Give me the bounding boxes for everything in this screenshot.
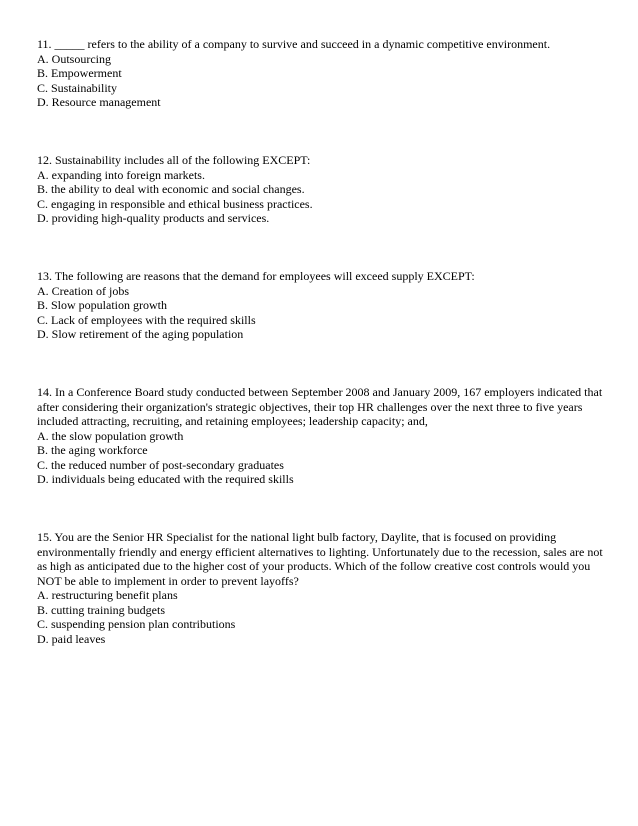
answer-option-c: C. Lack of employees with the required skills [37, 312, 256, 327]
answer-option-c: C. suspending pension plan contributions [37, 617, 236, 631]
answer-option-a: A. Creation of jobs [37, 283, 129, 298]
answer-option-d: D. Slow retirement of the aging population [37, 327, 244, 341]
answer-option-d: D. providing high-quality products and services. [37, 211, 270, 225]
answer-option-b: B. Slow population growth [37, 298, 168, 312]
answer-option-a: A. expanding into foreign markets. [37, 167, 205, 182]
answer-option-d: D. paid leaves [37, 631, 106, 646]
answer-option-a: A. restructuring benefit plans [37, 588, 178, 602]
answer-option-a: A. the slow population growth [37, 428, 184, 443]
answer-option-d: D. Resource management [37, 95, 161, 109]
answer-option-c: C. Sustainability [37, 80, 118, 95]
question-11 [37, 37, 607, 110]
answer-option-b: B. the aging workforce [37, 443, 148, 457]
question-stem: 15. You are the Senior HR Specialist for the national light bulb factory, Daylite, that is focused on providing environmentally friendly and energy efficient alternatives to lighting. Unfortunately due to the recession, sales are not as high as anticipated due to the higher cost of your products. Which of the follow creative cost controls would you NOT be able to implement in order to prevent layoffs? [37, 530, 603, 588]
question-12 [37, 153, 607, 226]
question-15 [37, 530, 607, 646]
answer-option-c: C. engaging in responsible and ethical business practices. [37, 196, 313, 211]
answer-option-d: D. individuals being educated with the required skills [37, 472, 294, 486]
question-stem: 11. _____ refers to the ability of a company to survive and succeed in a dynamic competitive environment. [37, 37, 551, 51]
question-13 [37, 269, 607, 342]
answer-option-b: B. Empowerment [37, 66, 122, 80]
answer-option-b: B. the ability to deal with economic and social changes. [37, 182, 305, 196]
question-stem: 12. Sustainability includes all of the following EXCEPT: [37, 153, 311, 167]
answer-option-c: C. the reduced number of post-secondary graduates [37, 457, 284, 472]
question-stem: 14. In a Conference Board study conducted between September 2008 and January 2009, 167 employers indicated that after considering their organization's strategic objectives, their top HR challenges over the next three to five years included attracting, recruiting, and retaining employees; leadership capacity; and, [37, 385, 603, 428]
question-14 [37, 385, 607, 487]
answer-option-b: B. cutting training budgets [37, 602, 165, 617]
answer-option-a: A. Outsourcing [37, 51, 111, 66]
question-stem: 13. The following are reasons that the demand for employees will exceed supply EXCEPT: [37, 269, 475, 283]
